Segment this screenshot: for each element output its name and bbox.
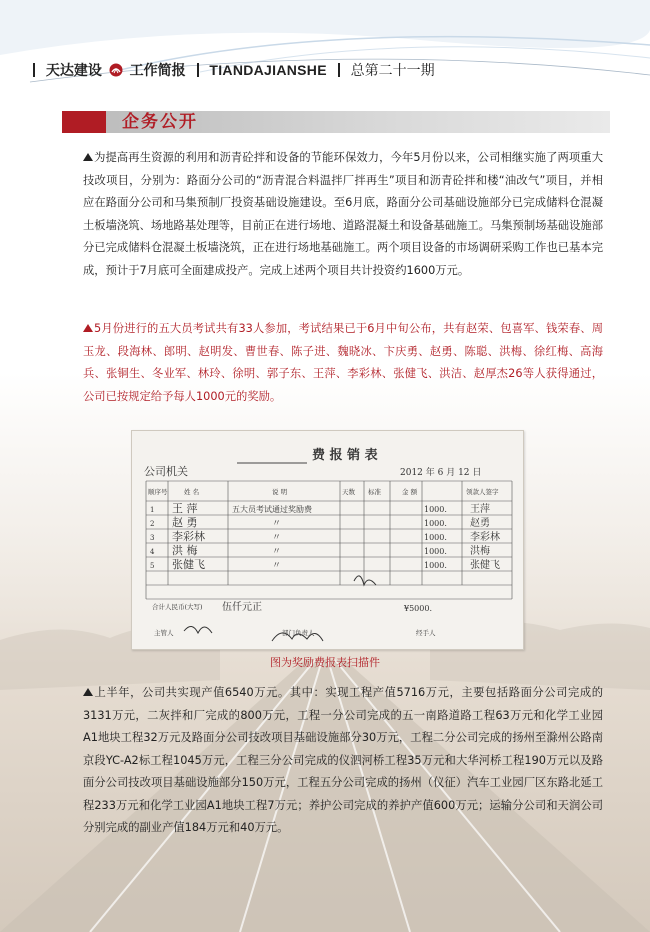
form-header-cell: 天数 <box>342 488 355 496</box>
section-red-block <box>62 111 106 133</box>
form-header-cell: 金 额 <box>402 488 418 496</box>
section-title: 企务公开 <box>122 112 198 132</box>
paragraph-tech-upgrade: 为提高再生资源的利用和沥青砼拌和设备的节能环保效力，今年5月份以来，公司相继实施了两项重大技改项目，分别为：路面分公司的“沥青混合料温拌厂拌再生”项目和沥青砼拌和楼“油改气”项目，并相应在路面分公司和马集预制厂投资基础设施建设。至6月底，路面分公司基础设施部分已完成储料仓混凝土板墙浇筑、场地路基处理等，目前正在进行场地、道路混凝土和设备基础施工。马集预制场基础设施部分已完成储料仓混凝土板墙浇筑，正在进行场地基础施工。两个项目设备的市场调研采购工作也已基本完成，预计于7月底可全面建成投产。完成上述两个项目共计投资约1600万元。 <box>83 151 603 277</box>
form-row-no: 5 <box>150 562 155 570</box>
form-total-words: 伍仟元正 <box>222 602 262 613</box>
issue-number: 总第二十一期 <box>350 63 435 79</box>
form-row-no: 2 <box>150 520 155 528</box>
form-row-desc: 〃 <box>272 519 282 529</box>
report-name: 工作简报 <box>129 63 186 79</box>
form-row-sign: 赵勇 <box>470 518 490 529</box>
form-row-desc: 〃 <box>272 561 282 571</box>
paragraph-exam-results: 5月份进行的五大员考试共有33人参加，考试结果已于6月中旬公布，共有赵荣、包喜军、钱荣春、周玉龙、段海林、郎明、赵明发、曹世春、陈子进、魏晓冰、卞庆勇、赵勇、陈聪、洪梅、徐红梅、高海兵、张铜生、冬业军、林玲、徐明、郭子东、王萍、李彩林、张健飞、洪洁、赵厚杰26等人获得通过，公司已按规定给予每人1000元的奖励。 <box>83 322 603 403</box>
form-row-desc: 〃 <box>272 547 282 557</box>
form-row-amount: 1000. <box>424 505 447 514</box>
triangle-bullet-icon <box>83 153 93 161</box>
triangle-bullet-icon <box>83 688 93 696</box>
form-row-desc: 〃 <box>272 533 282 543</box>
form-total-label: 合计人民币(大写) <box>152 603 203 611</box>
form-row-sign: 王萍 <box>470 504 490 515</box>
form-drawing <box>132 431 523 649</box>
form-header-cell: 说 明 <box>272 488 288 496</box>
form-row-amount: 1000. <box>424 519 447 528</box>
english-name: TIANDAJIANSHE <box>209 62 327 78</box>
form-row-sign: 张健飞 <box>470 560 500 571</box>
form-row-no: 1 <box>150 506 155 514</box>
company-logo-icon <box>109 63 123 77</box>
form-row-no: 3 <box>150 534 155 542</box>
form-row-name: 王 萍 <box>172 502 198 515</box>
form-row-desc: 五大员考试通过奖励费 <box>232 505 312 514</box>
signature-scribble <box>184 626 212 633</box>
figure-caption: 图为奖励费报表扫描件 <box>270 656 380 669</box>
form-row-name: 赵 勇 <box>172 516 198 529</box>
signature-scribble <box>354 576 376 585</box>
form-date: 2012 年 6 月 12 日 <box>400 468 482 478</box>
form-row-sign: 洪梅 <box>470 546 490 557</box>
form-row-amount: 1000. <box>424 561 447 570</box>
form-header-cell: 姓 名 <box>184 488 200 496</box>
brand-name: 天达建设 <box>45 63 102 79</box>
form-footer-label: 部门负责人 <box>282 629 315 637</box>
form-header-cell: 领款人签字 <box>466 488 499 496</box>
form-header-cell: 标准 <box>368 488 381 496</box>
form-total-num: ¥5000. <box>404 604 432 613</box>
form-header-cell: 顺序号 <box>148 488 168 496</box>
form-row-name: 张健飞 <box>172 558 205 571</box>
form-footer-label: 主管人 <box>154 629 174 637</box>
form-footer-label: 经手人 <box>416 629 436 637</box>
form-dept: 公司机关 <box>144 465 188 478</box>
form-title: 费 报 销 表 <box>312 448 378 463</box>
header-wave-decoration <box>0 0 650 100</box>
form-row-no: 4 <box>150 548 155 556</box>
scanned-reimbursement-form <box>131 430 524 650</box>
form-row-amount: 1000. <box>424 547 447 556</box>
form-row-amount: 1000. <box>424 533 447 542</box>
header-title-row <box>33 60 435 80</box>
page-header <box>0 0 650 100</box>
form-row-name: 洪 梅 <box>172 544 198 557</box>
form-row-name: 李彩林 <box>172 530 205 543</box>
triangle-bullet-icon <box>83 324 93 332</box>
section-heading-bar <box>62 111 610 133</box>
form-row-sign: 李彩林 <box>470 532 500 543</box>
paragraph-output-value: 上半年，公司共实现产值6540万元。其中：实现工程产值5716万元，主要包括路面分公司完成的3131万元，二灰拌和厂完成的800万元，工程一分公司完成的五一南路道路工程63万元和化学工业园A1地块工程32万元及路面分公司技改项目基础设施部分30万元，工程二分公司完成的扬州至滁州公路南京段YC-A2标工程1045万元，工程三分公司完成的仪泗河桥工程35万元和大华河桥工程190万元以及路面分公司技改项目基础设施部分150万元，工程五分公司完成的扬州（仪征）汽车工业园厂区东路北延工程233万元和化学工业园A1地块工程7万元；养护公司完成的养护产值600万元；运输分公司和天润公司分别完成的副业产值184万元和40万元。 <box>83 686 603 834</box>
